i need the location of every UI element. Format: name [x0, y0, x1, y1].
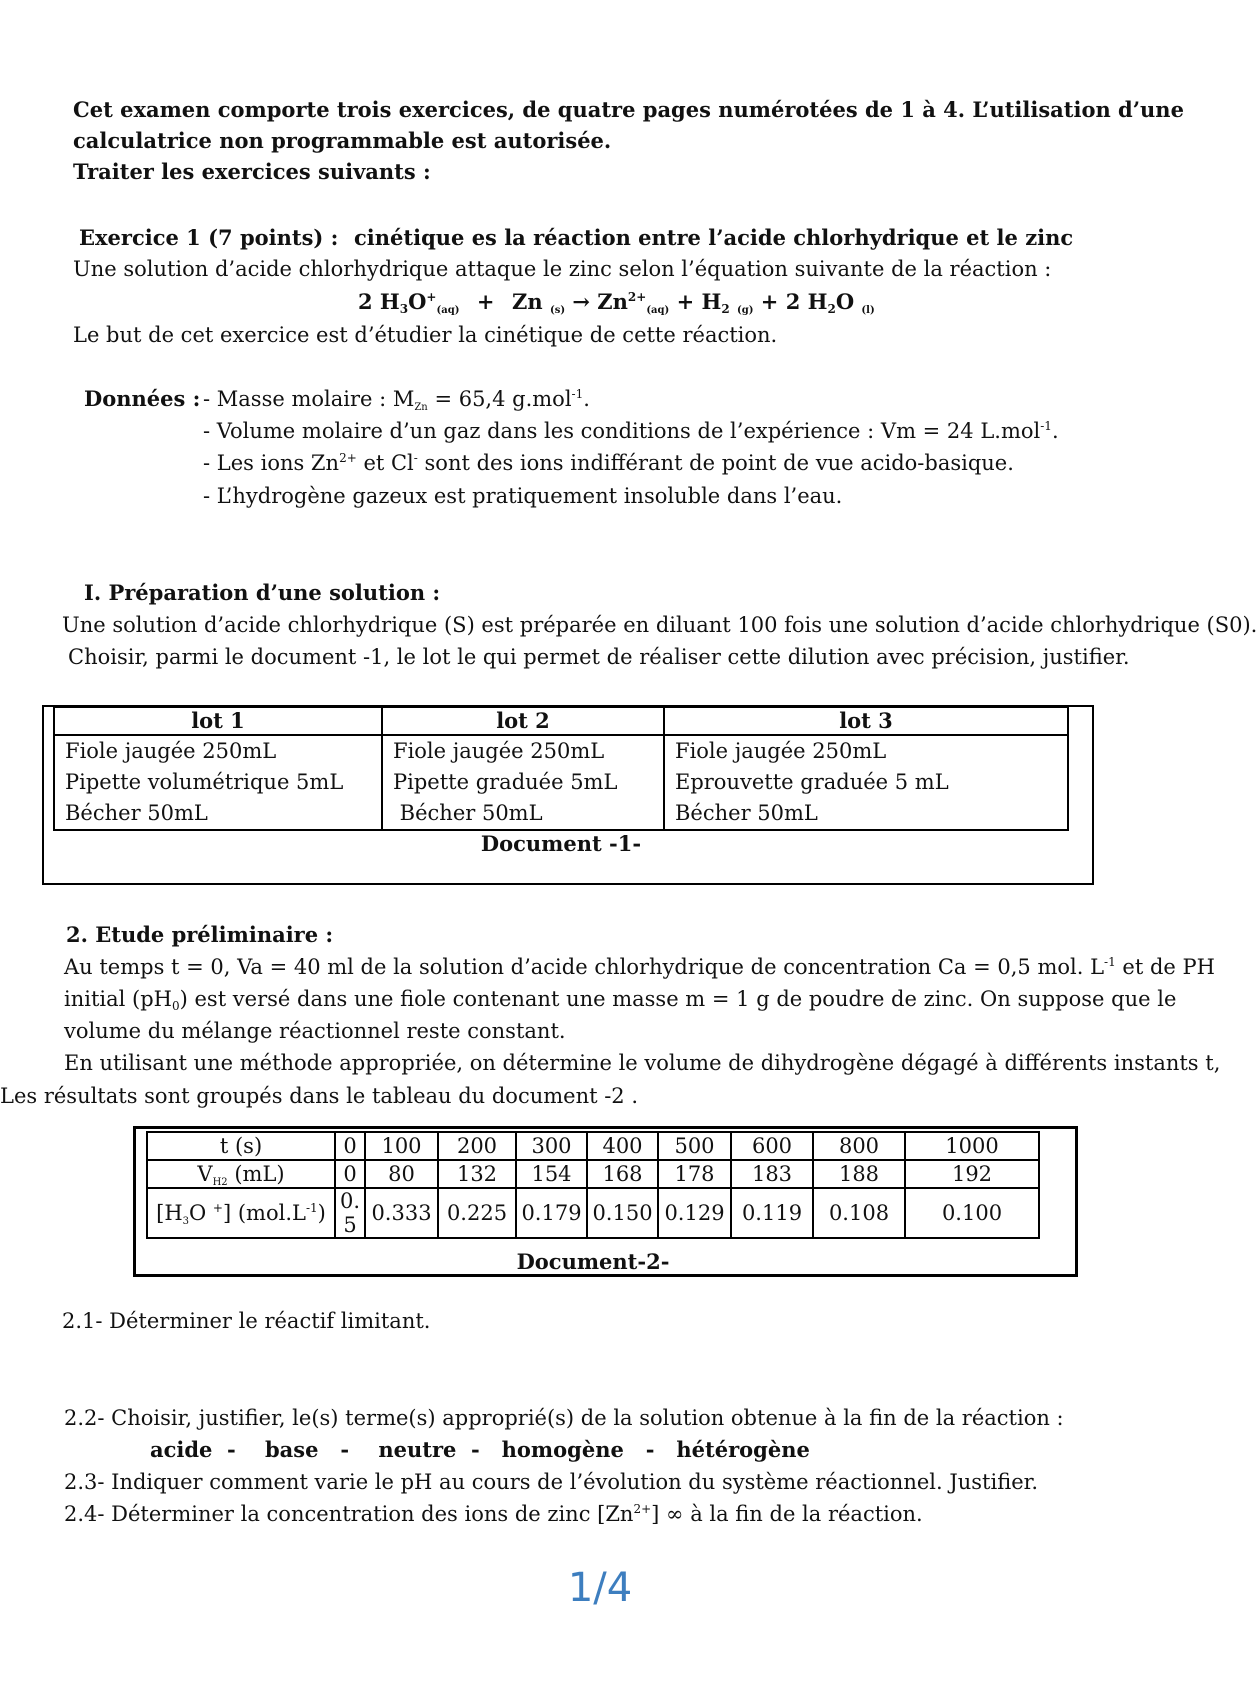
part-1-line-2: Choisir, parmi le document -1, le lot le qui permet de réaliser cette dilution avec précision, justifier.	[68, 645, 1130, 669]
lot-3-header: lot 3	[664, 707, 1068, 735]
part-2-paragraph-3: volume du mélange réactionnel reste constant.	[64, 1019, 566, 1043]
lot-2-items: Fiole jaugée 250mL Pipette graduée 5mL Bécher 50mL	[382, 735, 664, 830]
row-volume	[147, 1160, 1039, 1188]
donnees-ions: - Les ions $Zn^{2+}$ et Cl- sont des ions indifférant de point de vue acido-basique.	[203, 451, 1014, 475]
question-2-2-terms: acide - base - neutre - homogène - hétérogène	[150, 1437, 810, 1462]
part-2-paragraph-5: Les résultats sont groupés dans le tableau du document -2 .	[0, 1084, 639, 1108]
concentration-cell: 0.108	[813, 1188, 905, 1238]
donnees-label: Données :	[84, 386, 201, 411]
time-cell: 0	[335, 1132, 365, 1160]
time-cell: 1000	[905, 1132, 1039, 1160]
question-2-3: 2.3- Indiquer comment varie le pH au cours de l’évolution du système réactionnel. Justifier.	[64, 1470, 1039, 1494]
time-cell: 500	[658, 1132, 731, 1160]
document-2-caption: Document-2-	[516, 1249, 670, 1274]
page-number: 1/4	[567, 1565, 633, 1611]
document-1-table	[53, 706, 1069, 831]
part-1-line-1: Une solution d’acide chlorhydrique (S) est préparée en diluant 100 fois une solution d’acide chlorhydrique (S0).	[62, 613, 1257, 637]
question-2-2: 2.2- Choisir, justifier, le(s) terme(s) approprié(s) de la solution obtenue à la fin de la réaction :	[64, 1406, 1064, 1430]
part-2-paragraph-4: En utilisant une méthode appropriée, on détermine le volume de dihydrogène dégagé à différents instants t,	[64, 1051, 1221, 1075]
concentration-cell: 0. 5	[335, 1188, 365, 1238]
donnees-hydrogen: - L’hydrogène gazeux est pratiquement insoluble dans l’eau.	[203, 484, 843, 508]
concentration-cell: 0.129	[658, 1188, 731, 1238]
exercise-1-statement: Une solution d’acide chlorhydrique attaque le zinc selon l’équation suivante de la réaction :	[73, 257, 1052, 281]
volume-cell: 0	[335, 1160, 365, 1188]
lot-1-header: lot 1	[54, 707, 382, 735]
concentration-cell: 0.179	[516, 1188, 587, 1238]
document-2-table	[146, 1131, 1040, 1239]
volume-cell: 183	[731, 1160, 813, 1188]
concentration-cell: 0.333	[365, 1188, 438, 1238]
concentration-cell: 0.150	[587, 1188, 658, 1238]
row-concentration-label: [$H_3O$ +] $(mol.L^{-1})$	[147, 1188, 335, 1238]
exercise-1-heading: Exercice 1 (7 points) :	[79, 225, 339, 250]
donnees-molar-volume: - Volume molaire d’un gaz dans les conditions de l’expérience : Vm = 24 L.mol$^{-1}$.	[203, 419, 1059, 443]
donnees-molar-mass: - Masse molaire : $M_{Zn} = 65,4$ g.mol$^{-1}$.	[203, 387, 590, 413]
intro-line-1: Cet examen comporte trois exercices, de quatre pages numérotées de 1 à 4. L’utilisation d’une	[73, 97, 1184, 122]
time-cell: 800	[813, 1132, 905, 1160]
lot-3-items: Fiole jaugée 250mL Eprouvette graduée 5 mL Bécher 50mL	[664, 735, 1068, 830]
exercise-1-goal: Le but de cet exercice est d’étudier la cinétique de cette réaction.	[73, 323, 778, 347]
intro-line-2: calculatrice non programmable est autorisée.	[73, 128, 612, 153]
lot-2-header: lot 2	[382, 707, 664, 735]
row-time-label: t (s)	[147, 1132, 335, 1160]
volume-cell: 80	[365, 1160, 438, 1188]
time-cell: 100	[365, 1132, 438, 1160]
lot-1-items: Fiole jaugée 250mL Pipette volumétrique 5mL Bécher 50mL	[54, 735, 382, 830]
concentration-cell: 0.119	[731, 1188, 813, 1238]
part-2-paragraph-2: initial $(pH_0)$ est versé dans une fiole contenant une masse m = 1 g de poudre de zinc. On suppose que le	[64, 987, 1177, 1013]
part-2-paragraph-1: Au temps t = 0, Va = 40 ml de la solution d’acide chlorhydrique de concentration Ca = 0,5 mol. $L^{-1}$ et de PH	[64, 955, 1215, 979]
time-cell: 300	[516, 1132, 587, 1160]
reaction-equation: 2 $H_3O^+_{(aq)} + Zn$ $_{(s)} \to Zn^{2+}_{(aq)} + H_2$ $_{(g)}$ + 2 $H_2O$ $_{(l)}$	[358, 289, 875, 316]
volume-cell: 178	[658, 1160, 731, 1188]
time-cell: 600	[731, 1132, 813, 1160]
row-concentration	[147, 1188, 1039, 1238]
question-2-4: 2.4- Déterminer la concentration des ions de zinc $[Zn^{2+}]$ ∞ à la fin de la réaction.	[64, 1502, 923, 1526]
concentration-cell: 0.100	[905, 1188, 1039, 1238]
part-2-heading: 2. Etude préliminaire :	[66, 922, 334, 947]
volume-cell: 188	[813, 1160, 905, 1188]
exercise-1-subject: cinétique es la réaction entre l’acide chlorhydrique et le zinc	[354, 225, 1074, 250]
concentration-cell: 0.225	[438, 1188, 516, 1238]
volume-cell: 154	[516, 1160, 587, 1188]
time-cell: 200	[438, 1132, 516, 1160]
row-time	[147, 1132, 1039, 1160]
part-1-heading: I. Préparation d’une solution :	[84, 580, 441, 605]
volume-cell: 132	[438, 1160, 516, 1188]
time-cell: 400	[587, 1132, 658, 1160]
row-volume-label: $V_{H2}$ (mL)	[147, 1160, 335, 1188]
volume-cell: 192	[905, 1160, 1039, 1188]
question-2-1: 2.1- Déterminer le réactif limitant.	[62, 1309, 431, 1333]
intro-line-3: Traiter les exercices suivants :	[73, 159, 431, 184]
document-1-caption: Document -1-	[480, 831, 642, 856]
volume-cell: 168	[587, 1160, 658, 1188]
